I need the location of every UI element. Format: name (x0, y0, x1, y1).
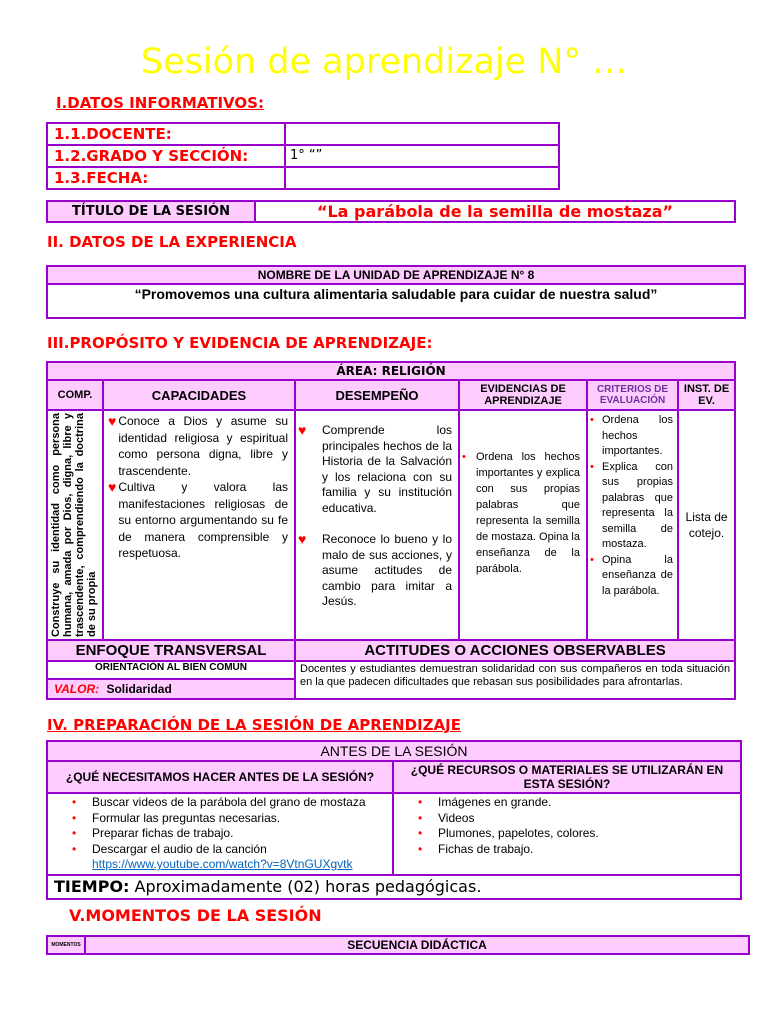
instrumento-value: Lista de cotejo. (678, 410, 735, 640)
capacidad-item: ♥ Cultiva y valora las manifestaciones religiosas de su entorno argumentando su fe de manera comprensible y respetuosa. (108, 479, 288, 560)
bullet-icon: • (462, 451, 466, 463)
tarea-item: • Descargar el audio de la canción (72, 841, 267, 856)
bullet-icon: • (72, 841, 77, 856)
bullet-icon: • (418, 826, 423, 840)
section-2-heading: II. DATOS DE LA EXPERIENCIA (47, 233, 297, 251)
docente-label: 1.1.DOCENTE: (47, 123, 285, 145)
fecha-value[interactable] (285, 167, 559, 189)
heart-bullet-icon: ♥ (298, 531, 307, 547)
desempeno-item: ♥ Reconoce lo bueno y lo malo de sus acciones, y asume actitudes de cambio para imitar a Jesús. (298, 531, 452, 608)
heart-bullet-icon: ♥ (108, 479, 117, 495)
preparacion-table (46, 740, 742, 900)
titulo-sesion-table (46, 200, 736, 223)
actitudes-value: Docentes y estudiantes demuestran solidaridad con sus compañeros en toda situación en la que padecen dificultades que rebasan sus posibilidades para afrontarlas. (295, 661, 735, 699)
enfoque-header: ENFOQUE TRANSVERSAL (47, 640, 295, 661)
capacidades-header: CAPACIDADES (103, 380, 295, 410)
area-header: ÁREA: RELIGIÓN (47, 362, 735, 380)
bullet-icon: • (418, 810, 423, 825)
antes-header: ANTES DE LA SESIÓN (47, 741, 741, 761)
tarea-item: • Preparar fichas de trabajo. (72, 826, 234, 840)
capacidad-item: ♥ Conoce a Dios y asume su identidad religiosa y espiritual como persona digna, libre y trascendente. (108, 413, 288, 478)
desempeno-header: DESEMPEÑO (295, 380, 459, 410)
bullet-icon: • (72, 810, 77, 825)
secuencia-header: SECUENCIA DIDÁCTICA (85, 936, 749, 954)
valor-row (47, 679, 295, 699)
heart-bullet-icon: ♥ (108, 413, 117, 429)
grado-value[interactable]: 1° “” (285, 145, 559, 167)
bullet-icon: • (418, 841, 423, 856)
unidad-value: “Promovemos una cultura alimentaria saludable para cuidar de nuestra salud” (47, 284, 745, 318)
titulo-sesion-value: “La parábola de la semilla de mostaza” (255, 201, 735, 222)
bullet-icon: • (72, 826, 77, 840)
competencia-text: Construye su identidad como persona humana, amada por Dios, digna, libre y trascendente, comprendiendo la doctrina de su propia (50, 413, 98, 637)
criterio-item: • Ordena los hechos importantes. (590, 413, 673, 460)
bullet-icon: • (590, 414, 594, 426)
enfoque-value: ORIENTACIÓN AL BIEN COMÚN (47, 661, 295, 679)
recurso-item: • Videos (418, 810, 475, 825)
titulo-sesion-label: TÍTULO DE LA SESIÓN (47, 201, 255, 222)
recurso-item: • Fichas de trabajo. (418, 841, 534, 856)
heart-bullet-icon: ♥ (298, 422, 307, 438)
tiempo-label: TIEMPO: (54, 877, 130, 896)
valor-label: VALOR: (54, 682, 100, 696)
evidencia-item: • Ordena los hechos importantes y explica con sus propias palabras que representa la semilla de mostaza. Opina la enseñanza de la parábola. (462, 451, 580, 575)
bullet-icon: • (418, 795, 423, 809)
section-5-heading: V.MOMENTOS DE LA SESIÓN (69, 906, 322, 925)
page-title: Sesión de aprendizaje N° … (140, 42, 628, 82)
grado-label: 1.2.GRADO Y SECCIÓN: (47, 145, 285, 167)
tarea-item: • Buscar videos de la parábola del grano de mostaza (72, 795, 366, 809)
song-link[interactable]: https://www.youtube.com/watch?v=8VtnGUXgvtk (92, 857, 353, 871)
desempeno-item: ♥ Comprende los principales hechos de la Historia de la Salvación y los relaciona con su familia y su institución educativa. (298, 422, 452, 515)
tarea-item: • Formular las preguntas necesarias. (72, 810, 281, 825)
section-4-heading: IV. PREPARACIÓN DE LA SESIÓN DE APRENDIZAJE (47, 716, 461, 734)
evidencias-header: EVIDENCIAS DE APRENDIZAJE (459, 380, 587, 410)
comp-header: COMP. (47, 380, 103, 410)
inst-header: INST. DE EV. (678, 380, 735, 410)
section-3-heading: III.PROPÓSITO Y EVIDENCIA DE APRENDIZAJE: (47, 334, 433, 352)
unidad-label: NOMBRE DE LA UNIDAD DE APRENDIZAJE N° 8 (47, 266, 745, 284)
recurso-item: • Plumones, papelotes, colores. (418, 826, 599, 840)
criterios-header: CRITERIOS DE EVALUACIÓN (587, 380, 678, 410)
criterio-item: • Opina la enseñanza de la parábola. (590, 553, 673, 600)
criterio-item: • Explica con sus propias palabras que representa la semilla de mostaza. (590, 460, 673, 553)
q2-header: ¿QUÉ RECURSOS O MATERIALES SE UTILIZARÁN EN ESTA SESIÓN? (393, 761, 741, 793)
bullet-icon: • (590, 553, 594, 566)
proposito-table (46, 361, 736, 700)
momentos-header: MOMENTOS (47, 936, 85, 954)
datos-informativos-table (46, 122, 560, 190)
bullet-icon: • (590, 460, 594, 473)
tiempo-value: Aproximadamente (02) horas pedagógicas. (129, 877, 482, 896)
tiempo-row (47, 875, 741, 899)
q1-header: ¿QUÉ NECESITAMOS HACER ANTES DE LA SESIÓN? (47, 761, 393, 793)
valor-value: Solidaridad (106, 682, 172, 696)
momentos-table (46, 935, 750, 955)
docente-value[interactable] (285, 123, 559, 145)
actitudes-header: ACTITUDES O ACCIONES OBSERVABLES (295, 640, 735, 661)
unidad-table (46, 265, 746, 319)
bullet-icon: • (72, 795, 77, 809)
fecha-label: 1.3.FECHA: (47, 167, 285, 189)
section-1-heading: I.DATOS INFORMATIVOS: (56, 94, 264, 112)
recurso-item: • Imágenes en grande. (418, 795, 552, 809)
